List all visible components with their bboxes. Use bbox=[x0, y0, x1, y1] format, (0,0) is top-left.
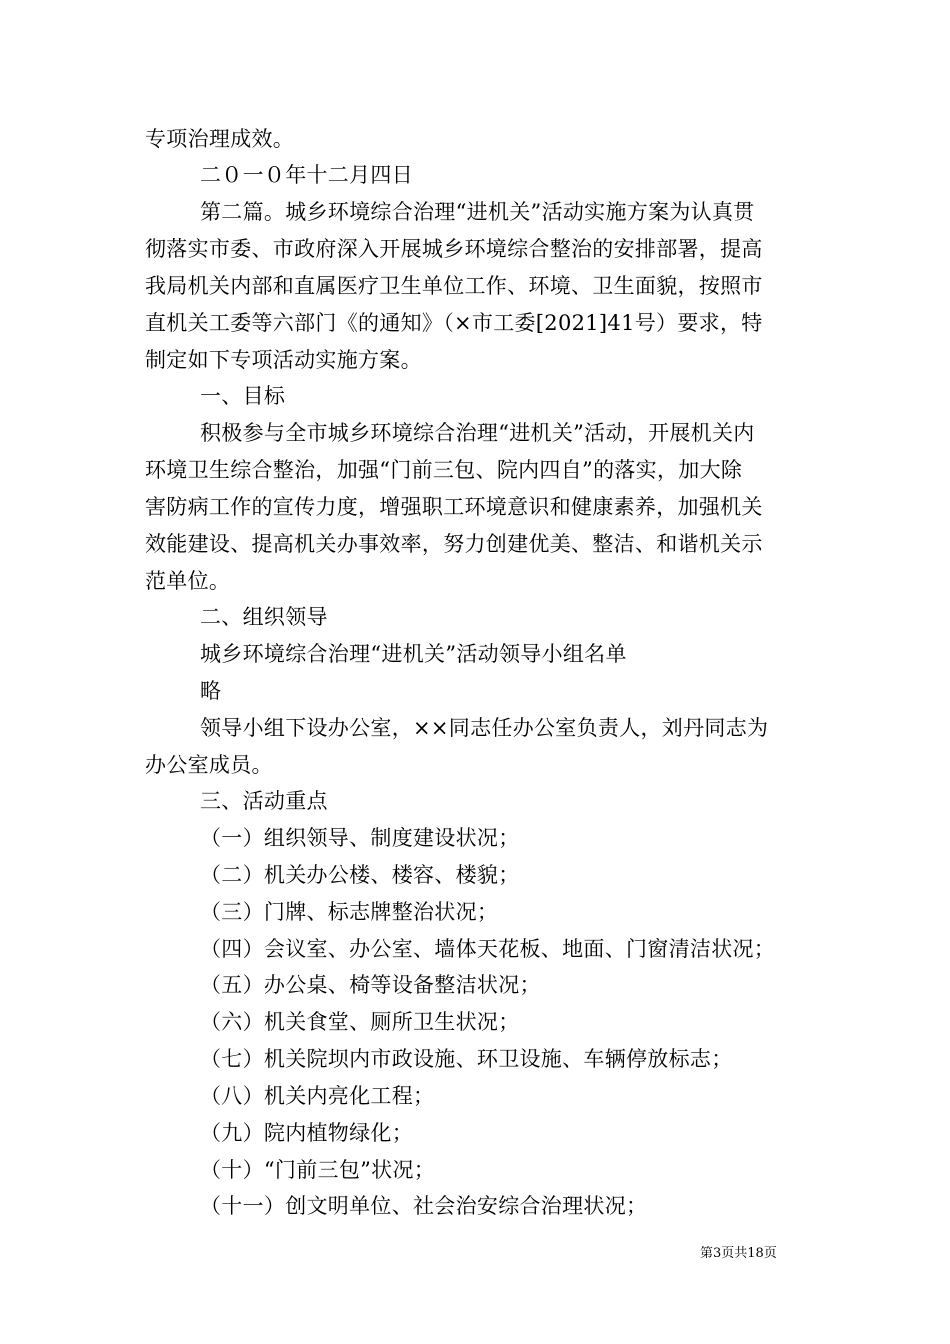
list-item: （五）办公桌、椅等设备整洁状况； bbox=[200, 973, 541, 997]
list-item: （四）会议室、办公室、墙体天花板、地面、门窗清洁状况； bbox=[200, 937, 776, 961]
text-line: 领导小组下设办公室，××同志任办公室负责人，刘丹同志为 bbox=[200, 716, 769, 740]
list-item: （一）组织领导、制度建设状况； bbox=[200, 826, 520, 850]
list-item: （二）机关办公楼、楼容、楼貌； bbox=[200, 863, 520, 887]
date-line: 二０一０年十二月四日 bbox=[200, 163, 413, 187]
list-item: （六）机关食堂、厕所卫生状况； bbox=[200, 1010, 520, 1034]
text-line: 办公室成员。 bbox=[145, 753, 273, 777]
text-line: 环境卫生综合整治，加强“门前三包、院内四自”的落实，加大除 bbox=[145, 458, 743, 482]
text-line: 制定如下专项活动实施方案。 bbox=[145, 348, 422, 372]
text-line: 专项治理成效。 bbox=[145, 127, 295, 151]
text-line: 害防病工作的宣传力度，增强职工环境意识和健康素养，加强机关 bbox=[145, 495, 763, 519]
list-item: （十一）创文明单位、社会治安综合治理状况； bbox=[200, 1194, 648, 1218]
text-line: 积极参与全市城乡环境综合治理“进机关”活动，开展机关内 bbox=[200, 421, 755, 445]
list-item: （七）机关院坝内市政设施、环卫设施、车辆停放标志； bbox=[200, 1047, 733, 1071]
text-line: 第二篇。城乡环境综合治理“进机关”活动实施方案为认真贯 bbox=[200, 200, 755, 224]
text-line: 城乡环境综合治理“进机关”活动领导小组名单 bbox=[200, 642, 627, 666]
text-line: 彻落实市委、市政府深入开展城乡环境综合整治的安排部署，提高 bbox=[145, 237, 763, 261]
page-number: 第3页共18页 bbox=[700, 1246, 777, 1261]
text-line: 直机关工委等六部门《的通知》（×市工委[2021]41号）要求，特 bbox=[145, 311, 763, 335]
section-heading: 一、目标 bbox=[200, 384, 286, 408]
list-item: （九）院内植物绿化； bbox=[200, 1121, 413, 1145]
list-item: （三）门牌、标志牌整治状况； bbox=[200, 900, 499, 924]
section-heading: 三、活动重点 bbox=[200, 789, 328, 813]
list-item: （十）“门前三包”状况； bbox=[200, 1158, 436, 1182]
text-line: 效能建设、提高机关办事效率，努力创建优美、整洁、和谐机关示 bbox=[145, 532, 763, 556]
text-line: 略 bbox=[200, 679, 222, 703]
list-item: （八）机关内亮化工程； bbox=[200, 1084, 435, 1108]
text-line: 范单位。 bbox=[145, 569, 231, 593]
text-line: 我局机关内部和直属医疗卫生单位工作、环境、卫生面貌，按照市 bbox=[145, 274, 763, 298]
section-heading: 二、组织领导 bbox=[200, 605, 328, 629]
